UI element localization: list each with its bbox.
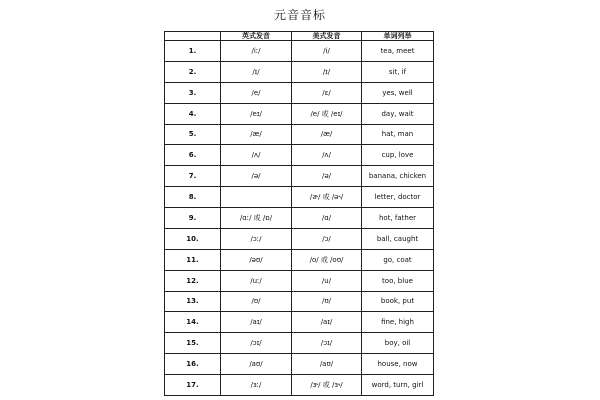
row-number-cell: 9. [165, 208, 221, 229]
row-number-cell: 16. [165, 354, 221, 375]
us-pronunciation-cell: /ɔɪ/ [292, 333, 362, 354]
row-number-cell: 12. [165, 270, 221, 291]
word-examples-cell: hot, father [362, 208, 434, 229]
row-number-cell: 10. [165, 228, 221, 249]
uk-pronunciation-cell: /e/ [221, 82, 292, 103]
table-row [165, 249, 434, 270]
row-number-cell: 4. [165, 103, 221, 124]
uk-pronunciation-cell: /ɑː/ 或 /ɒ/ [221, 208, 292, 229]
us-pronunciation-cell: /aɪ/ [292, 312, 362, 333]
uk-pronunciation-cell: /ɜː/ [221, 375, 292, 396]
word-examples-cell: go, coat [362, 249, 434, 270]
row-number-cell: 7. [165, 166, 221, 187]
uk-pronunciation-cell: /ʌ/ [221, 145, 292, 166]
word-examples-cell: hat, man [362, 124, 434, 145]
header-uk-pronunciation: 英式发音 [221, 32, 292, 41]
us-pronunciation-cell: /u/ [292, 270, 362, 291]
table-row [165, 145, 434, 166]
row-number-cell: 8. [165, 187, 221, 208]
table-row [165, 312, 434, 333]
table-row [165, 208, 434, 229]
table-row [165, 124, 434, 145]
word-examples-cell: yes, well [362, 82, 434, 103]
us-pronunciation-cell: /ɚ/ 或 /ə˞/ [292, 187, 362, 208]
table-row [165, 166, 434, 187]
word-examples-cell: day, wait [362, 103, 434, 124]
table-row [165, 187, 434, 208]
us-pronunciation-cell: /o/ 或 /oʊ/ [292, 249, 362, 270]
table-header-row [165, 32, 434, 41]
header-us-pronunciation: 美式发音 [292, 32, 362, 41]
table-row [165, 270, 434, 291]
us-pronunciation-cell: /ɝ/ 或 /ɜ˞/ [292, 375, 362, 396]
uk-pronunciation-cell: /iː/ [221, 41, 292, 62]
uk-pronunciation-cell: /əʊ/ [221, 249, 292, 270]
row-number-cell: 13. [165, 291, 221, 312]
vowel-table-body [165, 41, 434, 396]
word-examples-cell: tea, meet [362, 41, 434, 62]
table-row [165, 375, 434, 396]
us-pronunciation-cell: /aʊ/ [292, 354, 362, 375]
vowel-table [164, 31, 434, 396]
row-number-cell: 6. [165, 145, 221, 166]
uk-pronunciation-cell: /uː/ [221, 270, 292, 291]
us-pronunciation-cell: /e/ 或 /eɪ/ [292, 103, 362, 124]
row-number-cell: 17. [165, 375, 221, 396]
table-row [165, 228, 434, 249]
row-number-cell: 14. [165, 312, 221, 333]
uk-pronunciation-cell: /ɔː/ [221, 228, 292, 249]
us-pronunciation-cell: /ɪ/ [292, 61, 362, 82]
us-pronunciation-cell: /ʌ/ [292, 145, 362, 166]
word-examples-cell: fine, high [362, 312, 434, 333]
header-word-examples: 单词列举 [362, 32, 434, 41]
row-number-cell: 1. [165, 41, 221, 62]
uk-pronunciation-cell: /ʊ/ [221, 291, 292, 312]
word-examples-cell: too, blue [362, 270, 434, 291]
row-number-cell: 15. [165, 333, 221, 354]
us-pronunciation-cell: /ɛ/ [292, 82, 362, 103]
us-pronunciation-cell: /ə/ [292, 166, 362, 187]
uk-pronunciation-cell: /ɪ/ [221, 61, 292, 82]
word-examples-cell: book, put [362, 291, 434, 312]
word-examples-cell: word, turn, girl [362, 375, 434, 396]
word-examples-cell: boy, oil [362, 333, 434, 354]
uk-pronunciation-cell: /aʊ/ [221, 354, 292, 375]
table-row [165, 333, 434, 354]
uk-pronunciation-cell: /aɪ/ [221, 312, 292, 333]
uk-pronunciation-cell: /æ/ [221, 124, 292, 145]
uk-pronunciation-cell [221, 187, 292, 208]
page-title: 元音音标 [273, 8, 326, 22]
uk-pronunciation-cell: /eɪ/ [221, 103, 292, 124]
word-examples-cell: sit, if [362, 61, 434, 82]
row-number-cell: 2. [165, 61, 221, 82]
row-number-cell: 11. [165, 249, 221, 270]
uk-pronunciation-cell: /ə/ [221, 166, 292, 187]
table-row [165, 103, 434, 124]
row-number-cell: 3. [165, 82, 221, 103]
uk-pronunciation-cell: /ɔɪ/ [221, 333, 292, 354]
us-pronunciation-cell: /ʊ/ [292, 291, 362, 312]
us-pronunciation-cell: /i/ [292, 41, 362, 62]
header-number [165, 32, 221, 41]
word-examples-cell: letter, doctor [362, 187, 434, 208]
word-examples-cell: cup, love [362, 145, 434, 166]
table-row [165, 354, 434, 375]
word-examples-cell: banana, chicken [362, 166, 434, 187]
table-row [165, 291, 434, 312]
word-examples-cell: house, now [362, 354, 434, 375]
us-pronunciation-cell: /æ/ [292, 124, 362, 145]
us-pronunciation-cell: /ɑ/ [292, 208, 362, 229]
table-row [165, 41, 434, 62]
us-pronunciation-cell: /ɔ/ [292, 228, 362, 249]
row-number-cell: 5. [165, 124, 221, 145]
table-row [165, 61, 434, 82]
word-examples-cell: ball, caught [362, 228, 434, 249]
table-row [165, 82, 434, 103]
